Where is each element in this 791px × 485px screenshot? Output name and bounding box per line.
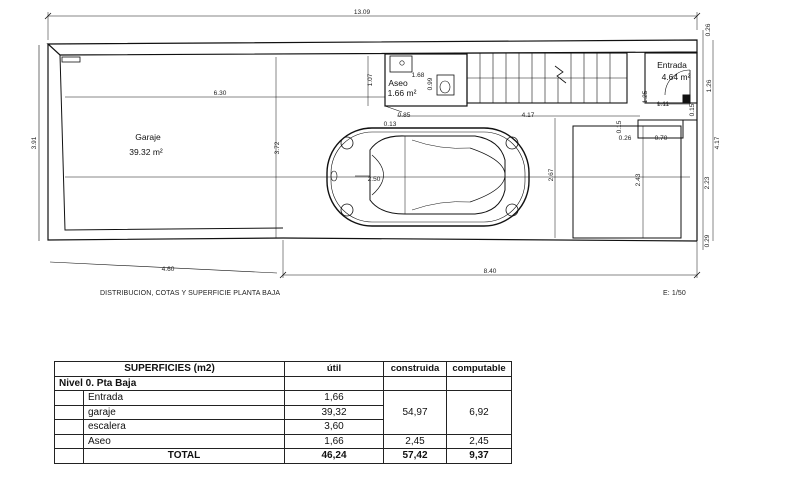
dim-top-right-wall: 0.26 [705, 23, 712, 37]
dim-lower-depth: 2.43 [635, 173, 642, 187]
dim-wall-013: 0.13 [383, 121, 397, 128]
dim-right-lower: 2.23 [704, 176, 711, 190]
total-construida: 57,42 [384, 449, 447, 464]
room-entrada-name: Entrada [657, 60, 687, 70]
total-computable: 9,37 [447, 449, 512, 464]
dim-bottom-right: 8.40 [483, 268, 497, 275]
room-garaje-name: Garaje [135, 132, 161, 142]
surfaces-table [54, 361, 512, 464]
dim-right-depth: 4.17 [714, 136, 721, 150]
dim-bath-width: 1.68 [411, 72, 425, 79]
dim-mid-depth: 2.67 [548, 168, 555, 182]
row-name: escalera [84, 420, 285, 435]
row-util: 1,66 [285, 434, 384, 449]
dim-step-015: 0.15 [616, 120, 623, 134]
header-computable: computable [447, 362, 512, 377]
merged-computable: 6,92 [447, 391, 512, 435]
dim-bath-left: 0.85 [397, 112, 411, 119]
dim-entry-right: 1.11 [656, 101, 670, 108]
row-util: 39,32 [285, 405, 384, 420]
row-util: 3,60 [285, 420, 384, 435]
room-aseo-name: Aseo [388, 78, 408, 88]
total-label: TOTAL [84, 449, 285, 464]
dim-left-height: 3.91 [31, 136, 38, 150]
room-entrada-area: 4.64 m² [661, 72, 691, 82]
dim-wall-015b: 0.15 [689, 103, 696, 117]
total-row [55, 449, 512, 464]
dim-right-bottom: 0.29 [704, 234, 711, 248]
total-util: 46,24 [285, 449, 384, 464]
table-row [55, 434, 512, 449]
dim-stair-width: 4.17 [521, 112, 535, 119]
dim-step-125: 1.25 [642, 90, 649, 104]
row-name: Entrada [84, 391, 285, 406]
header-util: útil [285, 362, 384, 377]
scale-label: E: 1/50 [663, 290, 686, 297]
dim-wall-026: 0.26 [618, 135, 632, 142]
aseo-computable: 2,45 [447, 434, 512, 449]
dim-total-width: 13.09 [353, 9, 371, 16]
dim-bath-inner: 0.99 [427, 77, 434, 91]
dim-garage-width: 6.30 [213, 90, 227, 97]
aseo-construida: 2,45 [384, 434, 447, 449]
dim-bath-depth: 1.07 [367, 73, 374, 87]
row-name: garaje [84, 405, 285, 420]
merged-construida: 54,97 [384, 391, 447, 435]
header-superficies: SUPERFICIES (m2) [55, 362, 285, 377]
level-row [55, 376, 512, 391]
dim-entry-depth: 1.26 [706, 79, 713, 93]
room-garaje-area: 39.32 m² [129, 147, 163, 157]
dim-wall-070: 0.70 [654, 135, 668, 142]
row-name: Aseo [84, 434, 285, 449]
table-row [55, 391, 512, 406]
room-aseo-area: 1.66 m² [387, 88, 417, 98]
dim-car-span: 2.50 [367, 176, 381, 183]
header-construida: construida [384, 362, 447, 377]
dim-bottom-left: 4.60 [161, 266, 175, 273]
table-header-row [55, 362, 512, 377]
dim-garage-depth: 3.72 [274, 141, 281, 155]
row-util: 1,66 [285, 391, 384, 406]
level-label: Nivel 0. Pta Baja [55, 376, 285, 391]
plan-caption: DISTRIBUCION, COTAS Y SUPERFICIE PLANTA BAJA [100, 290, 281, 297]
